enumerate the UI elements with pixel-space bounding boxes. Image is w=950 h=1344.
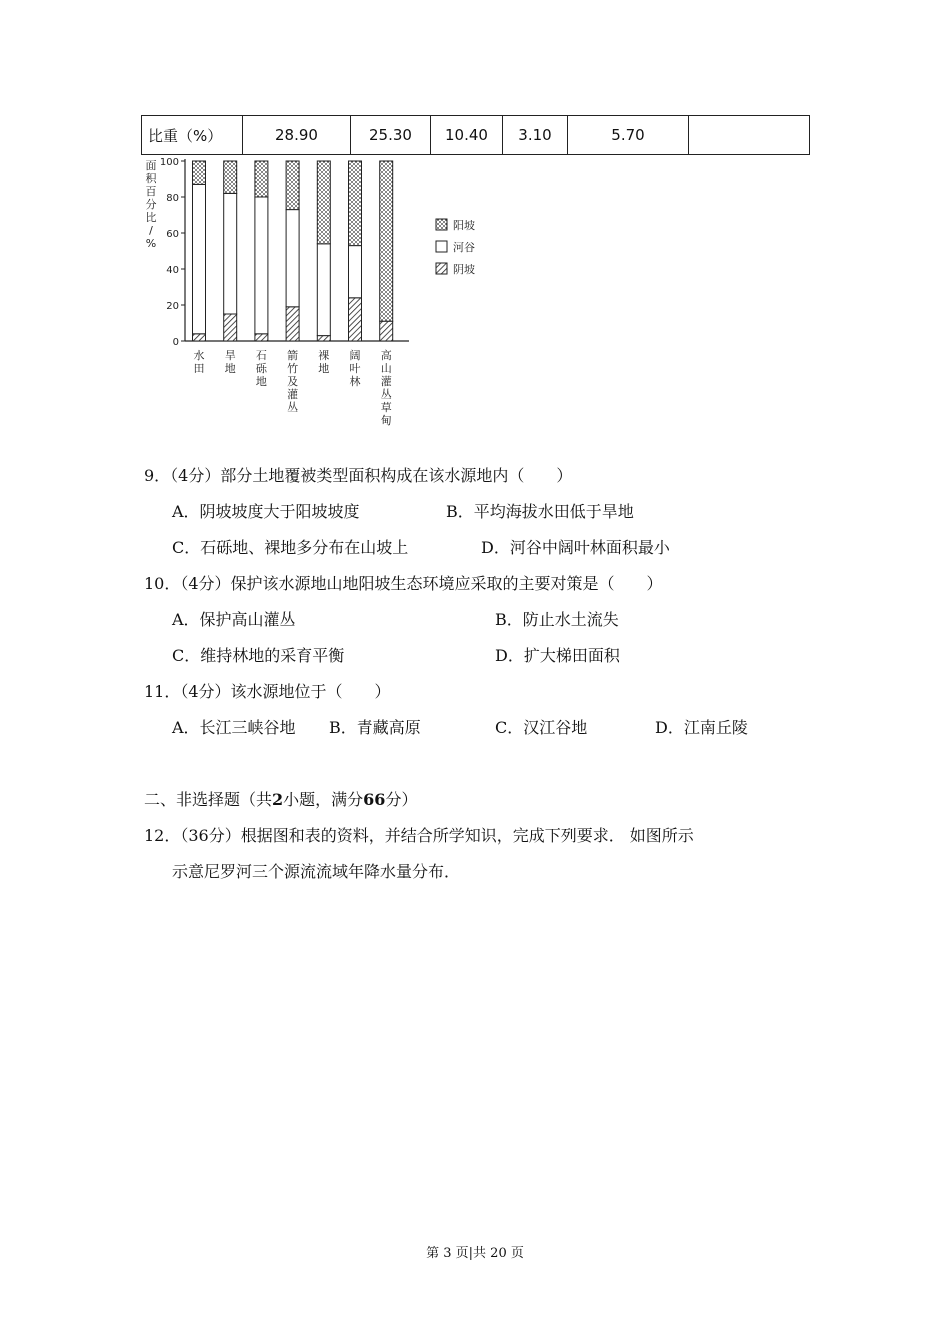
y-axis-label-char: 分 bbox=[145, 198, 157, 211]
q10-option-b: B．防止水土流失 bbox=[495, 610, 619, 629]
x-tick-label-char: 阔 bbox=[349, 349, 361, 362]
bar-segment bbox=[349, 246, 362, 298]
legend-swatch bbox=[436, 263, 447, 274]
question-11-stem: 11．（4分）该水源地位于（ ） bbox=[144, 682, 391, 701]
x-tick-label-char: 田 bbox=[193, 362, 205, 375]
bar-segment bbox=[224, 314, 237, 341]
bar-segment bbox=[224, 193, 237, 314]
y-axis-label-char: / bbox=[149, 224, 153, 237]
q9-option-c: C．石砾地、裸地多分布在山坡上 bbox=[172, 538, 409, 557]
bar-segment bbox=[317, 161, 330, 244]
data-table bbox=[141, 115, 810, 155]
bar-segment bbox=[193, 161, 206, 184]
section-2-count: 2 bbox=[272, 790, 284, 809]
question-12-line-2: 示意尼罗河三个源流流域年降水量分布． bbox=[172, 862, 461, 881]
y-tick-label: 100 bbox=[159, 157, 179, 168]
y-axis-label-char: 百 bbox=[145, 185, 157, 198]
x-tick-label-char: 高 bbox=[380, 349, 392, 362]
q10-option-c: C．维持林地的采育平衡 bbox=[172, 646, 345, 665]
question-12-line-1: 12．（36分）根据图和表的资料，并结合所学知识，完成下列要求． 如图所示 bbox=[144, 826, 694, 845]
x-tick-label-char: 竹 bbox=[287, 362, 299, 375]
bar-segment bbox=[224, 161, 237, 193]
y-axis-label-char: 积 bbox=[145, 172, 157, 185]
y-axis-label-char: 面 bbox=[145, 159, 157, 172]
table-cell: 28.90 bbox=[243, 116, 351, 155]
x-tick-label-char: 及 bbox=[287, 375, 299, 388]
x-tick-label-char: 地 bbox=[224, 362, 236, 375]
question-9-stem: 9．（4分）部分土地覆被类型面积构成在该水源地内（ ） bbox=[144, 466, 573, 485]
y-axis-label bbox=[146, 159, 158, 250]
y-tick-label: 40 bbox=[166, 265, 179, 276]
q10-option-d: D．扩大梯田面积 bbox=[495, 646, 620, 665]
legend-swatch bbox=[436, 241, 447, 252]
q11-option-c: C．汉江谷地 bbox=[495, 718, 588, 737]
x-tick-label-char: 甸 bbox=[380, 414, 392, 427]
x-tick-label-char: 叶 bbox=[349, 362, 361, 375]
table-row-label: 比重（%） bbox=[142, 116, 243, 155]
section-2-suffix: 分） bbox=[385, 790, 418, 809]
bar-segment bbox=[286, 161, 299, 210]
y-axis-label-char: % bbox=[145, 237, 157, 250]
y-tick-label: 0 bbox=[172, 337, 179, 348]
y-tick-label: 20 bbox=[166, 301, 179, 312]
x-tick-label-char: 林 bbox=[349, 375, 361, 388]
bar-segment bbox=[193, 334, 206, 341]
legend-label: 河谷 bbox=[453, 241, 475, 254]
table-cell: 5.70 bbox=[568, 116, 689, 155]
legend bbox=[436, 218, 475, 276]
x-tick-label-char: 地 bbox=[255, 375, 267, 388]
x-tick-label-char: 箭 bbox=[287, 349, 299, 362]
bar-segment bbox=[317, 336, 330, 341]
q10-option-a: A．保护高山灌丛 bbox=[172, 610, 296, 629]
bar-segment bbox=[380, 321, 393, 341]
q11-option-b: B．青藏高原 bbox=[329, 718, 421, 737]
bar-segment bbox=[255, 334, 268, 341]
table-cell: 3.10 bbox=[503, 116, 568, 155]
bar-segment bbox=[349, 298, 362, 341]
x-tick-label-char: 草 bbox=[380, 401, 392, 414]
x-tick-label-char: 地 bbox=[318, 362, 330, 375]
q11-option-a: A．长江三峡谷地 bbox=[172, 718, 296, 737]
legend-label: 阴坡 bbox=[453, 263, 475, 276]
bar-segment bbox=[286, 307, 299, 341]
q9-option-a: A．阴坡坡度大于阳坡坡度 bbox=[172, 502, 360, 521]
legend-label: 阳坡 bbox=[453, 219, 475, 232]
stacked-bar-chart bbox=[141, 155, 501, 440]
x-tick-label-char: 旱 bbox=[224, 349, 236, 362]
x-tick-labels bbox=[194, 348, 392, 427]
bars bbox=[193, 161, 393, 341]
x-tick-label-char: 灌 bbox=[287, 388, 299, 401]
x-tick-label-char: 砾 bbox=[255, 362, 267, 375]
x-tick-label-char: 丛 bbox=[287, 401, 299, 414]
table-cell bbox=[689, 116, 810, 155]
bar-segment bbox=[286, 210, 299, 307]
bar-segment bbox=[255, 197, 268, 334]
y-axis-label-char: 比 bbox=[145, 211, 157, 224]
legend-swatch bbox=[436, 219, 447, 230]
question-10-stem: 10．（4分）保护该水源地山地阳坡生态环境应采取的主要对策是（ ） bbox=[144, 574, 663, 593]
q11-option-d: D．江南丘陵 bbox=[655, 718, 748, 737]
y-tick-label: 60 bbox=[166, 229, 179, 240]
x-tick-label-char: 灌 bbox=[380, 375, 392, 388]
section-2-mid: 小题，满分 bbox=[283, 790, 364, 809]
x-tick-label-char: 裸 bbox=[318, 349, 330, 362]
bar-segment bbox=[349, 161, 362, 246]
page-footer: 第 3 页|共 20 页 bbox=[426, 1246, 524, 1261]
table-cell: 10.40 bbox=[431, 116, 503, 155]
bar-segment bbox=[317, 244, 330, 336]
y-tick-label: 80 bbox=[166, 193, 179, 204]
x-tick-label-char: 水 bbox=[193, 349, 205, 362]
q9-option-d: D．河谷中阔叶林面积最小 bbox=[481, 538, 670, 557]
section-2-score: 66 bbox=[363, 790, 386, 809]
bar-segment bbox=[193, 184, 206, 333]
section-2-prefix: 二、非选择题（共 bbox=[144, 790, 273, 809]
q9-option-b: B．平均海拔水田低于旱地 bbox=[446, 502, 634, 521]
x-tick-label-char: 山 bbox=[380, 362, 392, 375]
x-tick-label-char: 丛 bbox=[380, 388, 392, 401]
bar-segment bbox=[255, 161, 268, 197]
section-2-heading bbox=[144, 789, 417, 811]
bar-segment bbox=[380, 161, 393, 321]
x-tick-label-char: 石 bbox=[255, 349, 267, 362]
table-row bbox=[142, 116, 810, 155]
table-cell: 25.30 bbox=[351, 116, 431, 155]
